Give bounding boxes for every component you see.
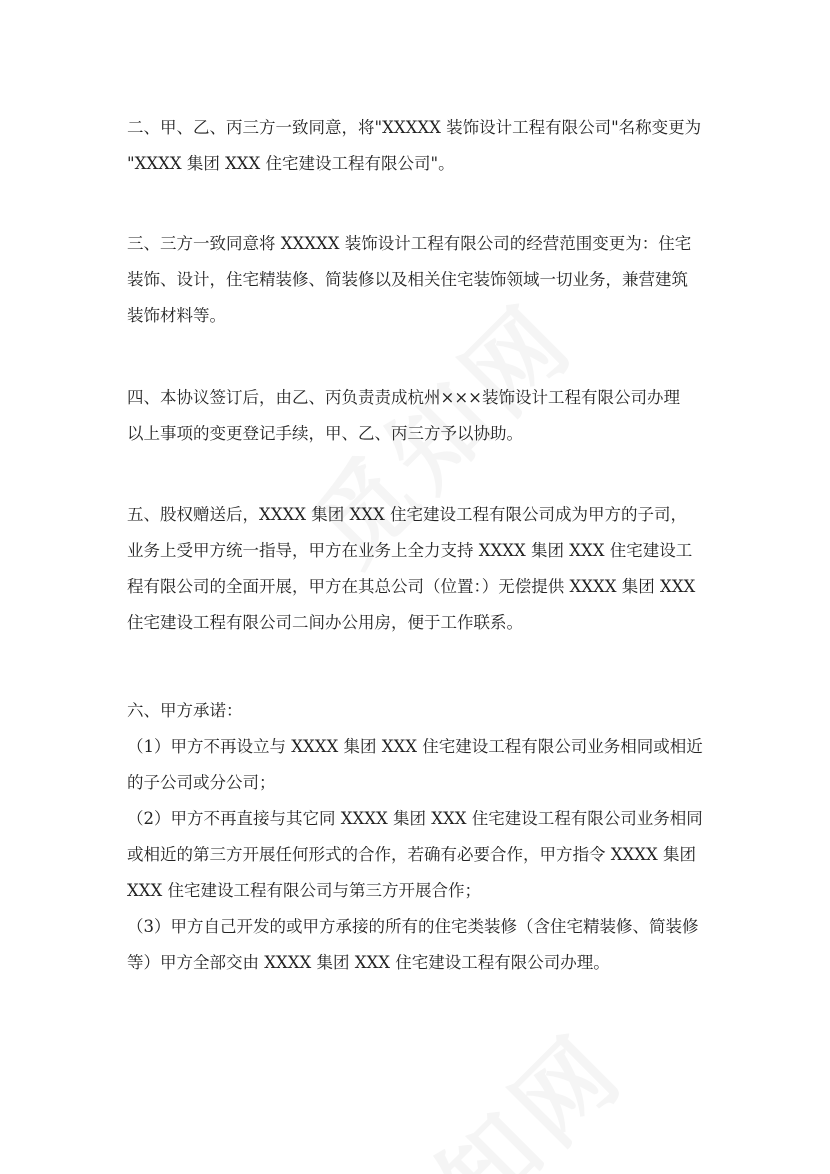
text-line: （2）甲方不再直接与其它同 XXXX 集团 XXX 住宅建设工程有限公司业务相同 (127, 809, 703, 828)
text-line: 住宅建设工程有限公司二间办公用房，便于工作联系。 (127, 613, 523, 632)
text-line: 的子公司或分公司； (127, 773, 276, 792)
text-line: 业务上受甲方统一指导，甲方在业务上全力支持 XXXX 集团 XXX 住宅建设工 (127, 541, 693, 560)
text-line: 三、三方一致同意将 XXXXX 装饰设计工程有限公司的经营范围变更为：住宅 (127, 234, 692, 253)
text-line: 等）甲方全部交由 XXXX 集团 XXX 住宅建设工程有限公司办理。 (127, 953, 610, 972)
text-line: 程有限公司的全面开展，甲方在其总公司（位置：）无偿提供 XXXX 集团 XXX (127, 577, 696, 596)
text-line: 装饰材料等。 (127, 306, 226, 325)
text-line: 四、本协议签订后，由乙、丙负责责成杭州×××装饰设计工程有限公司办理 (127, 388, 680, 407)
watermark (328, 998, 650, 1174)
clause-six-heading: 六、甲方承诺： (127, 701, 243, 720)
text-line: 以上事项的变更登记手续，甲、乙、丙三方予以协助。 (127, 424, 523, 443)
clause-six (127, 693, 717, 981)
clause-five (127, 497, 717, 641)
clause-four (127, 380, 717, 452)
text-line: （3）甲方自己开发的或甲方承接的所有的住宅类装修（含住宅精装修、简装修 (127, 917, 699, 936)
text-line: 五、股权赠送后，XXXX 集团 XXX 住宅建设工程有限公司成为甲方的子司， (127, 505, 687, 524)
text-line: XXX 住宅建设工程有限公司与第三方开展合作； (127, 881, 481, 900)
text-line: 装饰、设计，住宅精装修、简装修以及相关住宅装饰领域一切业务，兼营建筑 (127, 270, 688, 289)
text-line: （1）甲方不再设立与 XXXX 集团 XXX 住宅建设工程有限公司业务相同或相近 (127, 737, 703, 756)
clause-three (127, 226, 717, 334)
clause-two (127, 110, 717, 182)
text-line: 二、甲、乙、丙三方一致同意，将"XXXXX 装饰设计工程有限公司"名称变更为 (127, 118, 702, 137)
text-line: "XXXX 集团 XXX 住宅建设工程有限公司"。 (127, 154, 455, 173)
text-line: 或相近的第三方开展任何形式的合作，若确有必要合作，甲方指令 XXXX 集团 (127, 845, 696, 864)
